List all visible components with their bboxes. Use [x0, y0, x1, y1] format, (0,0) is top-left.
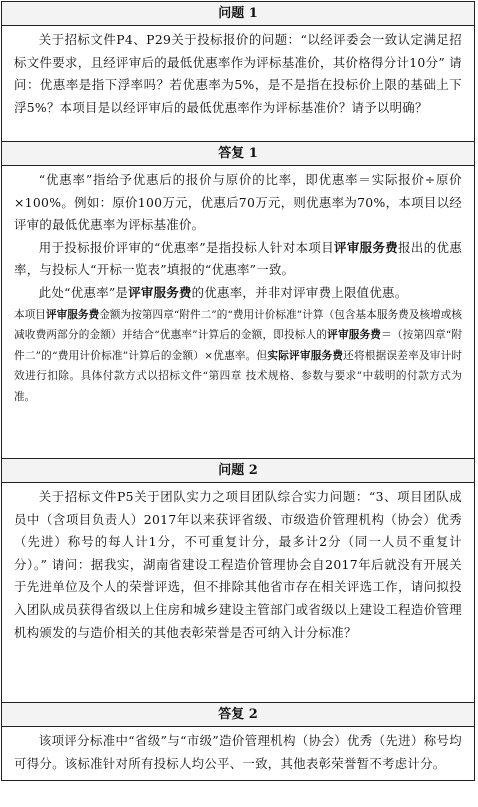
- answer-2-header: [2, 703, 474, 727]
- question-2-body: [2, 483, 474, 703]
- answer-1-body: [2, 166, 474, 459]
- answer-1-para-1: “优惠率”指给予优惠后的报价与原价的比率，即优惠率＝实际报价÷原价×100%。例如：原价100万元，优惠后70万元，则优惠率为70%，本项目以经评审的最低优惠率为评标基准价。: [14, 172, 462, 233]
- question-1-body: [2, 26, 474, 142]
- question-2-title: 问题 2: [218, 463, 258, 478]
- answer-2-text: 该项评分标准中“省级”与“市级”造价管理机构（协会）优秀（先进）称号均可得分。该标准针对所有投标人均公平、一致，其他表彰荣誉暂不考虑计分。: [14, 733, 462, 771]
- answer-1-header: [2, 142, 474, 166]
- answer-1-para-4: 本项目评审服务费金额为按第四章“附件二”的“费用计价标准”计算（包含基本服务费及核增或核减收费两部分的金额）并结合“优惠率”计算后的金额，即投标人的评审服务费＝（按第四章“附件二”的“费用计价标准”计算后的金额）×优惠率。但实际评审服务费还将根据误差率及审计时效进行扣除。具体付款方式以招标文件“第四章 技术规格、参数与要求”中载明的付款方式为准。: [14, 308, 463, 403]
- question-1-header: [2, 2, 474, 26]
- qa-document: [1, 1, 475, 781]
- answer-2-title: 答复 2: [218, 707, 258, 722]
- question-1-text: 关于招标文件P4、P29关于投标报价的问题：“以经评委会一致认定满足招标文件要求，且经评审后的最低优惠率作为评标基准价，其价格得分计10分” 请问：优惠率是指下浮率吗？若优惠率为5%，是不是指在投标价上限的基础上下浮5%？本项目是以经评审后的最低优惠率作为评标基准价？请予以明确？: [14, 32, 462, 115]
- answer-1-title: 答复 1: [218, 146, 258, 161]
- question-1-title: 问题 1: [218, 6, 258, 21]
- answer-1-para-3: 此处“优惠率”是评审服务费的优惠率，并非对评审费上限值优惠。: [38, 284, 408, 300]
- answer-1-para-2: 用于投标报价评审的“优惠率”是指投标人针对本项目评审服务费报出的优惠率，与投标人“开标一览表”填报的“优惠率”一致。: [14, 239, 463, 278]
- question-2-header: [2, 459, 474, 483]
- question-2-text: 关于招标文件P5关于团队实力之项目团队综合实力问题：“3、项目团队成员中（含项目负责人）2017年以来获评省级、市级造价管理机构（协会）优秀（先进）称号的每人计1分，不可重复计分，最多计2分（同一人员不重复计分）。” 请问：据我实，湖南省建设工程造价管理协会自2017年后就没有开展关于先进单位及个人的荣誉评选，但不排除其他省市存在相关评选工作，请问拟投入团队成员获得省级以上住房和城乡建设主管部门或省级以上建设工程造价管理机构颁发的与造价相关的其他表彰荣誉是否可纳入计分标准？: [14, 489, 462, 640]
- answer-2-body: [2, 727, 474, 807]
